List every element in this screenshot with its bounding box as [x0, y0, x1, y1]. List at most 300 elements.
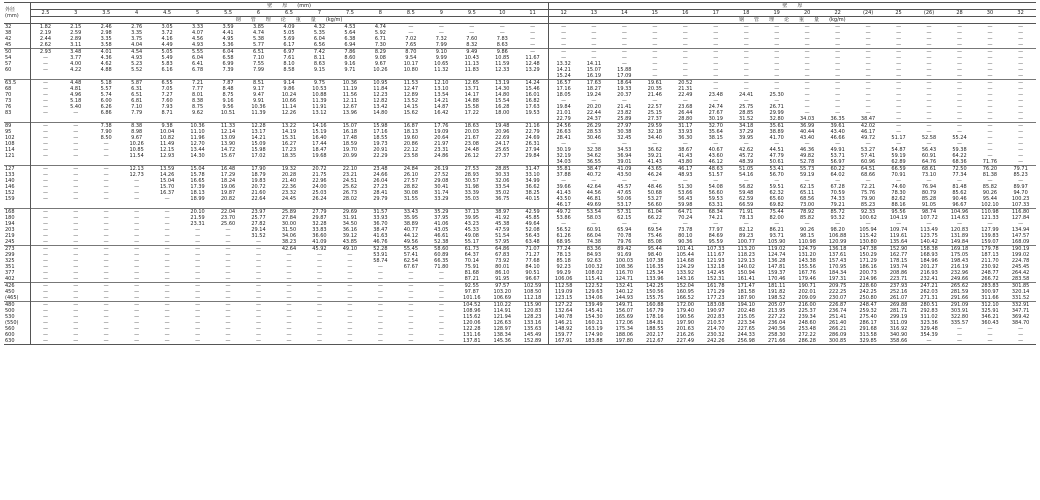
weight-cell: —: [286, 314, 292, 320]
weight-cell: 20.37: [617, 92, 632, 98]
weight-cell: —: [987, 135, 993, 141]
weight-cell: —: [987, 326, 993, 332]
weight-cell: —: [316, 308, 322, 314]
weight-cell: 54.08: [708, 184, 723, 190]
weight-cell: 4.81: [70, 86, 82, 92]
weight-cell: 11.96: [190, 135, 205, 141]
weight-cell: 46.24: [647, 172, 662, 178]
weight-cell: —: [865, 92, 871, 98]
weight-cell: 60.91: [586, 227, 602, 233]
weight-cell: 14.72: [220, 147, 236, 153]
outer-diameter-cell: 203: [4, 227, 30, 233]
weight-cell: —: [225, 227, 231, 233]
weight-cell: —: [1018, 135, 1024, 141]
thickness-header: 3.5: [91, 10, 121, 17]
weight-cell: —: [335, 338, 365, 345]
outer-diameter-cell: 500: [4, 308, 30, 314]
weight-cell: —: [896, 30, 902, 36]
weight-cell: 82.62: [891, 196, 906, 202]
weight-cell: 24.69: [525, 135, 540, 141]
weight-cell: 32.38: [586, 147, 602, 153]
weight-cell: 68.95: [548, 239, 578, 246]
weight-cell: 29.99: [769, 110, 784, 116]
od-header: 外径 (mm): [4, 3, 30, 24]
weight-cell: —: [316, 289, 322, 295]
weight-cell: 77.34: [952, 172, 967, 178]
weight-cell: 115.42: [859, 233, 877, 239]
weight-cell: 64.37: [464, 252, 479, 258]
weight-cell: —: [987, 61, 993, 67]
weight-cell: 74.21: [708, 215, 723, 221]
weight-cell: 98.15: [799, 233, 815, 239]
weight-cell: 10.80: [403, 67, 419, 73]
weight-cell: 42.62: [739, 147, 754, 153]
thickness-header: 30: [975, 10, 1005, 17]
weight-cell: 85.08: [647, 239, 662, 245]
weight-cell: 17.02: [251, 153, 266, 159]
weight-cell: —: [957, 36, 962, 42]
weight-cell: —: [835, 104, 841, 110]
weight-cell: 17.16: [373, 129, 388, 135]
weight-cell: —: [42, 104, 48, 110]
weight-cell: —: [91, 302, 121, 309]
weight-cell: —: [883, 123, 913, 130]
weight-cell: 158.38: [914, 246, 944, 253]
weight-cell: 8.48: [222, 86, 234, 92]
weight-cell: —: [774, 141, 780, 147]
weight-cell: 36.75: [495, 196, 510, 202]
weight-cell: 4.93: [192, 42, 204, 48]
weight-cell: —: [42, 221, 48, 227]
weight-cell: 72.21: [860, 184, 876, 190]
weight-cell: 34.40: [647, 135, 662, 141]
weight-cell: 78.30: [891, 190, 906, 196]
weight-cell: 240.56: [767, 326, 786, 332]
outer-diameter-cell: 102: [4, 135, 30, 141]
weight-cell: 202.01: [798, 289, 816, 295]
weight-cell: 77.24: [548, 246, 578, 253]
weight-cell: 27.57: [403, 178, 419, 184]
weight-cell: 116.70: [615, 270, 634, 276]
weight-cell: —: [225, 258, 231, 264]
weight-cell: 20.72: [304, 166, 334, 173]
weight-cell: 31.17: [670, 123, 700, 130]
weight-cell: —: [804, 98, 810, 104]
weight-cell: —: [835, 178, 841, 184]
weight-cell: 9.38: [152, 123, 182, 130]
weight-cell: 32.19: [548, 153, 578, 159]
weight-cell: 171.47: [731, 283, 761, 290]
weight-cell: 33.29: [434, 196, 449, 202]
weight-cell: —: [256, 270, 262, 276]
weight-cell: —: [865, 98, 871, 104]
weight-cell: —: [1018, 55, 1024, 61]
weight-cell: 71.91: [731, 209, 761, 216]
weight-cell: 17.16: [548, 86, 578, 92]
weight-cell: 124.74: [767, 252, 786, 258]
weight-cell: —: [134, 190, 140, 196]
weight-cell: 79.76: [617, 239, 632, 245]
weight-cell: —: [73, 110, 79, 116]
weight-cell: —: [1005, 338, 1036, 345]
weight-cell: 28.85: [739, 110, 754, 116]
weight-cell: —: [91, 246, 121, 253]
weight-cell: —: [987, 221, 993, 227]
weight-cell: —: [42, 239, 48, 245]
weight-cell: —: [804, 42, 810, 48]
weight-cell: 208.86: [889, 270, 908, 276]
weight-cell: 190.97: [707, 308, 725, 314]
weight-cell: —: [286, 308, 292, 314]
weight-cell: 7.90: [100, 129, 112, 135]
weight-cell: 112.18: [523, 295, 542, 301]
weight-cell: 11.39: [312, 98, 327, 104]
weight-cell: 17.63: [579, 80, 609, 87]
weight-cell: 216.26: [676, 332, 695, 338]
weight-cell: 122.28: [463, 326, 481, 332]
weight-cell: 10.36: [182, 123, 212, 130]
weight-cell: 213.95: [767, 308, 786, 314]
weight-cell: 12.11: [342, 98, 358, 104]
weight-cell: —: [164, 258, 170, 264]
weight-cell: —: [42, 184, 48, 190]
weight-cell: 20.91: [373, 147, 388, 153]
weight-cell: 323.36: [920, 320, 938, 326]
weight-cell: 230.07: [828, 295, 847, 301]
weight-cell: 2.44: [39, 36, 52, 42]
weight-cell: 249.66: [950, 276, 969, 282]
weight-cell: 38.47: [860, 116, 876, 122]
weight-cell: —: [195, 326, 201, 332]
weight-cell: 25.03: [312, 190, 327, 196]
weight-cell: 16.01: [525, 92, 540, 98]
weight-cell: 61.26: [548, 233, 578, 239]
weight-cell: 43.80: [678, 159, 693, 165]
outer-diameter-cell: 95: [4, 129, 30, 135]
weight-cell: 64.86: [487, 246, 517, 253]
weight-cell: —: [225, 326, 231, 332]
weight-cell: 104.19: [889, 215, 908, 221]
weight-cell: —: [73, 264, 79, 270]
thickness-header: 7.5: [335, 10, 365, 17]
outer-diameter-cell: 114: [4, 147, 30, 153]
weight-cell: 23.31: [190, 221, 205, 227]
weight-cell: 6.00: [100, 98, 112, 104]
weight-cell: —: [316, 264, 322, 270]
weight-cell: 3.48: [60, 49, 90, 56]
weight-cell: —: [103, 252, 109, 258]
weight-cell: —: [73, 190, 79, 196]
weight-cell: 77.68: [525, 258, 540, 264]
weight-cell: 11.54: [129, 153, 144, 159]
weight-cell: —: [73, 184, 79, 190]
weight-cell: 106.69: [493, 295, 512, 301]
weight-cell: 32.70: [701, 123, 731, 130]
weight-cell: 73.10: [921, 172, 937, 178]
weight-cell: 72.50: [944, 166, 974, 173]
weight-cell: —: [713, 61, 719, 67]
weight-cell: 73.00: [799, 202, 815, 208]
weight-cell: —: [134, 184, 140, 190]
weight-cell: 100.23: [1011, 196, 1030, 202]
weight-cell: 16.57: [548, 80, 578, 87]
weight-cell: —: [774, 178, 780, 184]
weight-cell: 128.97: [493, 326, 512, 332]
weight-cell: —: [182, 246, 212, 253]
outer-diameter-cell: 325: [4, 258, 30, 264]
weight-cell: 14.24: [518, 80, 549, 87]
weight-cell: —: [530, 36, 536, 42]
weight-cell: 86.10: [495, 270, 510, 276]
weight-cell: 71.80: [434, 264, 449, 270]
weight-cell: 56.60: [647, 202, 662, 208]
weight-cell: —: [408, 295, 414, 301]
weight-cell: 283.58: [1011, 276, 1030, 282]
weight-cell: 98.20: [830, 227, 845, 233]
weight-cell: 39.95: [739, 135, 754, 141]
weight-cell: 31.91: [342, 215, 358, 221]
weight-cell: —: [365, 302, 395, 309]
weight-cell: —: [713, 86, 719, 92]
weight-cell: 3.59: [222, 24, 234, 30]
weight-cell: 38.89: [769, 129, 784, 135]
weight-cell: 13.09: [220, 135, 236, 141]
weight-cell: 9.86: [487, 49, 517, 56]
weight-cell: 3.11: [70, 42, 82, 48]
weight-cell: 3.77: [70, 55, 82, 61]
weight-cell: —: [761, 80, 791, 87]
weight-cell: 152.90: [883, 246, 913, 253]
weight-cell: 74.60: [891, 184, 906, 190]
weight-cell: —: [469, 24, 475, 30]
weight-cell: 9.49: [457, 49, 487, 56]
weight-cell: 10.24: [281, 92, 297, 98]
weight-cell: 112.58: [548, 283, 578, 290]
weight-cell: 27.23: [373, 184, 388, 190]
weight-cell: —: [182, 283, 212, 290]
weight-cell: —: [73, 147, 79, 153]
weight-cell: 42.59: [518, 209, 549, 216]
weight-cell: 54.16: [739, 172, 754, 178]
weight-cell: —: [103, 276, 109, 282]
weight-cell: 14.19: [281, 129, 297, 135]
weight-cell: 33.39: [464, 190, 479, 196]
weight-cell: —: [164, 215, 170, 221]
weight-cell: —: [743, 73, 749, 79]
weight-cell: —: [865, 24, 871, 30]
weight-cell: 313.58: [859, 332, 877, 338]
weight-cell: 127.99: [981, 227, 999, 233]
weight-cell: 29.59: [640, 123, 670, 130]
weight-cell: —: [134, 233, 140, 239]
weight-cell: —: [347, 276, 353, 282]
weight-cell: —: [408, 276, 414, 282]
outer-diameter-cell: 219: [4, 233, 30, 239]
weight-cell: 46.61: [434, 233, 449, 239]
weight-cell: 142.45: [707, 270, 725, 276]
weight-cell: 51.54: [495, 233, 510, 239]
weight-cell: 140.78: [548, 314, 578, 320]
weight-cell: 44.51: [769, 147, 784, 153]
weight-cell: —: [713, 42, 719, 48]
outer-diameter-cell: 245: [4, 239, 30, 246]
thickness-header: 5.5: [213, 10, 243, 17]
weight-cell: 28.41: [548, 135, 578, 141]
weight-cell: —: [548, 141, 578, 147]
weight-cell: 11.91: [312, 104, 327, 110]
weight-cell: 81.38: [982, 172, 998, 178]
weight-cell: —: [42, 295, 48, 301]
weight-cell: 6.51: [131, 92, 143, 98]
thickness-header: 14: [609, 10, 639, 17]
weight-cell: —: [896, 129, 902, 135]
weight-cell: 181.58: [737, 289, 755, 295]
weight-cell: —: [243, 246, 273, 253]
weight-cell: —: [274, 302, 304, 309]
weight-cell: 37.95: [434, 215, 449, 221]
weight-cell: 244.33: [737, 332, 755, 338]
weight-cell: 44.12: [403, 233, 419, 239]
weight-cell: —: [743, 178, 749, 184]
weight-cell: 120.83: [523, 308, 542, 314]
weight-cell: 39.21: [647, 153, 662, 159]
weight-cell: 169.18: [944, 246, 974, 253]
weight-cell: 320.14: [1011, 289, 1030, 295]
weight-cell: —: [1005, 49, 1036, 56]
weight-cell: —: [853, 80, 883, 87]
weight-cell: —: [835, 141, 841, 147]
weight-cell: 2.15: [70, 24, 82, 30]
weight-cell: 28.85: [487, 166, 517, 173]
weight-cell: 5.87: [121, 80, 151, 87]
weight-cell: 14.21: [548, 67, 578, 73]
weight-cell: 145.36: [487, 338, 517, 345]
outer-diameter-cell: 108: [4, 141, 30, 147]
weight-cell: 147.38: [853, 246, 883, 253]
weight-cell: 86.21: [769, 227, 784, 233]
weight-cell: —: [896, 116, 902, 122]
weight-cell: —: [591, 141, 597, 147]
weight-cell: 9.91: [252, 98, 265, 104]
weight-cell: 147.81: [767, 264, 786, 270]
weight-cell: 36.62: [647, 147, 662, 153]
weight-cell: —: [121, 209, 151, 216]
weight-cell: 65.60: [769, 196, 784, 202]
weight-cell: 6.04: [313, 36, 326, 42]
weight-cell: 70.91: [891, 172, 906, 178]
weight-cell: 19.84: [548, 104, 578, 110]
weight-cell: 7.32: [435, 36, 447, 42]
weight-cell: 35.61: [761, 123, 791, 130]
weight-cell: —: [60, 283, 90, 290]
weight-cell: 91.95: [495, 276, 510, 282]
weight-cell: 13.32: [548, 61, 578, 67]
weight-cell: 36.99: [792, 123, 822, 130]
weight-cell: 198.52: [767, 295, 786, 301]
weight-cell: 19.32: [274, 166, 304, 173]
weight-cell: —: [42, 190, 48, 196]
weight-cell: 85.23: [1013, 172, 1028, 178]
outer-diameter-cell: 73: [4, 98, 30, 104]
weight-cell: —: [944, 49, 974, 56]
thickness-header: 16: [670, 10, 700, 17]
weight-cell: 38.15: [708, 135, 723, 141]
weight-cell: —: [1018, 110, 1024, 116]
weight-cell: 322.80: [950, 314, 969, 320]
weight-cell: 103.20: [493, 289, 512, 295]
weight-cell: 170.46: [767, 276, 786, 282]
weight-cell: 18.05: [548, 92, 578, 98]
weight-cell: 7.42: [304, 49, 334, 56]
weight-cell: 6.41: [192, 61, 204, 67]
weight-cell: 272.22: [798, 332, 816, 338]
weight-cell: —: [408, 332, 414, 338]
weight-cell: 45.57: [617, 184, 632, 190]
weight-cell: 3.33: [192, 24, 204, 30]
weight-cell: 100.32: [585, 264, 603, 270]
wall-header-right: [548, 3, 1036, 10]
weight-cell: —: [286, 258, 292, 264]
weight-cell: 8.38: [192, 98, 204, 104]
weight-unit-right: (kg/m): [829, 17, 846, 23]
weight-cell: 6.99: [222, 61, 234, 67]
weight-cell: —: [134, 308, 140, 314]
weight-cell: —: [957, 67, 962, 73]
weight-cell: —: [926, 178, 932, 184]
weight-cell: 34.62: [586, 153, 602, 159]
weight-cell: —: [682, 24, 688, 30]
weight-cell: 108.02: [585, 270, 603, 276]
weight-cell: 146.21: [548, 320, 578, 326]
weight-cell: 253.48: [798, 326, 816, 332]
weight-cell: 12.10: [426, 80, 456, 87]
weight-cell: —: [499, 24, 505, 30]
weight-cell: 179.40: [676, 308, 695, 314]
weight-cell: —: [103, 289, 109, 295]
weight-cell: 226.87: [822, 302, 852, 309]
weight-cell: 30.41: [434, 184, 449, 190]
weight-header-right: [548, 17, 1036, 24]
weight-cell: —: [1018, 86, 1024, 92]
weight-cell: 19.33: [617, 86, 632, 92]
weight-cell: 172.00: [670, 302, 700, 309]
weight-cell: —: [377, 295, 383, 301]
weight-cell: 6.51: [243, 49, 273, 56]
weight-cell: 16.40: [312, 135, 327, 141]
weight-cell: 354.39: [920, 332, 938, 338]
weight-cell: 5.05: [283, 30, 295, 36]
weight-cell: 15.09: [251, 141, 266, 147]
weight-cell: 8.10: [283, 61, 295, 67]
weight-cell: —: [1018, 178, 1024, 184]
weight-cell: —: [316, 332, 322, 338]
weight-cell: 115.90: [518, 302, 549, 309]
weight-cell: 26.19: [426, 166, 456, 173]
weight-cell: 38.67: [678, 147, 693, 153]
weight-cell: —: [42, 326, 48, 332]
weight-cell: 13.17: [251, 129, 266, 135]
weight-cell: 118.23: [737, 252, 755, 258]
weight-cell: —: [652, 73, 658, 79]
weight-cell: —: [774, 55, 780, 61]
weight-cell: 184.96: [920, 258, 938, 264]
weight-cell: 46.17: [548, 202, 578, 209]
weight-cell: 3.75: [131, 36, 143, 42]
weight-cell: 95.56: [883, 209, 913, 216]
weight-cell: 190.19: [1005, 246, 1036, 253]
weight-cell: 14.30: [190, 153, 205, 159]
outer-diameter-cell: 42: [4, 36, 30, 42]
